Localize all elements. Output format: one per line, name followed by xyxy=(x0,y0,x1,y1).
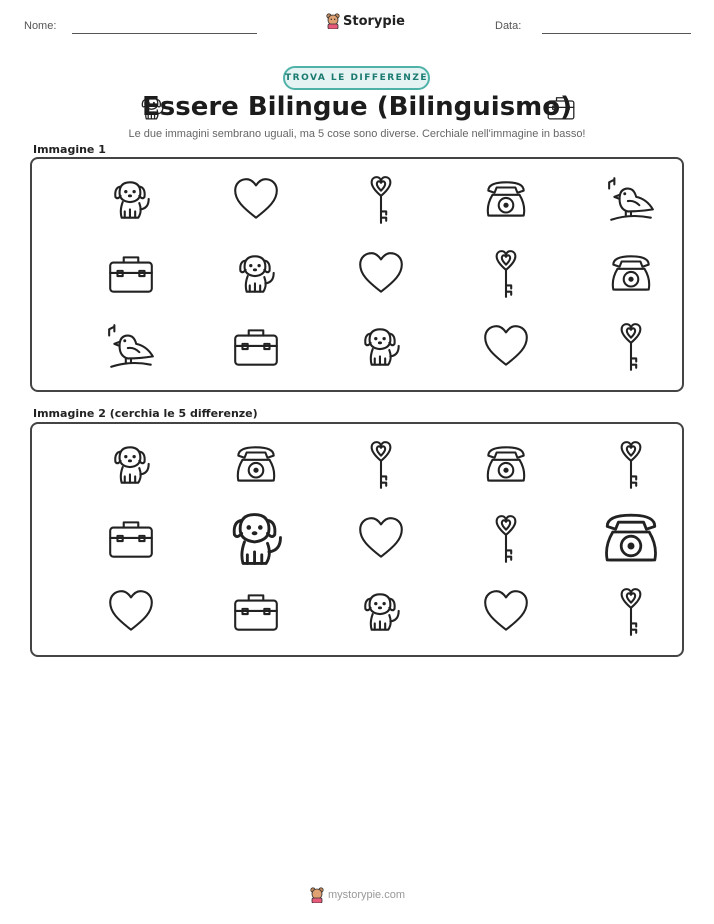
heart-icon xyxy=(230,174,282,226)
telephone-icon[interactable] xyxy=(230,439,282,491)
toolbox-icon xyxy=(105,248,157,300)
key-icon xyxy=(355,174,407,226)
dog-icon[interactable] xyxy=(355,586,407,638)
dog-icon[interactable] xyxy=(220,503,292,575)
heart-icon[interactable] xyxy=(480,586,532,638)
toolbox-icon[interactable] xyxy=(230,586,282,638)
telephone-icon[interactable] xyxy=(480,439,532,491)
footer xyxy=(310,887,405,903)
key-icon xyxy=(605,321,657,373)
image1-label: Immagine 1 xyxy=(33,143,106,156)
name-field[interactable] xyxy=(72,33,257,34)
date-label: Data: xyxy=(495,20,522,32)
brand-logo xyxy=(326,13,405,29)
dog-icon xyxy=(230,248,282,300)
heart-icon xyxy=(355,248,407,300)
footer-url: mystorypie.com xyxy=(328,889,406,901)
instructions: Le due immagini sembrano uguali, ma 5 cose sono diverse. Cerchiale nell'immagine in basso! xyxy=(128,128,586,140)
key-icon[interactable] xyxy=(355,439,407,491)
telephone-icon xyxy=(480,174,532,226)
key-icon xyxy=(480,248,532,300)
bear-icon xyxy=(310,887,324,903)
key-icon[interactable] xyxy=(480,513,532,565)
key-icon[interactable] xyxy=(605,439,657,491)
telephone-icon[interactable] xyxy=(596,504,666,574)
image1-panel xyxy=(30,157,684,392)
dog-icon xyxy=(355,321,407,373)
dog-icon xyxy=(105,174,157,226)
name-label: Nome: xyxy=(24,20,57,32)
brand-name: Storypie xyxy=(343,13,405,29)
bird-icon xyxy=(605,174,657,226)
title-toolbox-icon xyxy=(545,92,577,124)
heart-icon xyxy=(480,321,532,373)
toolbox-icon xyxy=(230,321,282,373)
heart-icon[interactable] xyxy=(105,586,157,638)
date-field[interactable] xyxy=(542,33,691,34)
bear-icon xyxy=(326,13,340,29)
page-title: Essere Bilingue (Bilinguismo) xyxy=(141,92,572,122)
image2-panel[interactable] xyxy=(30,422,684,657)
dog-icon[interactable] xyxy=(105,439,157,491)
bird-icon xyxy=(105,321,157,373)
heart-icon[interactable] xyxy=(355,513,407,565)
activity-badge: TROVA LE DIFFERENZE xyxy=(283,66,430,90)
key-icon[interactable] xyxy=(605,586,657,638)
toolbox-icon[interactable] xyxy=(105,513,157,565)
telephone-icon xyxy=(605,248,657,300)
image2-label: Immagine 2 (cerchia le 5 differenze) xyxy=(33,407,258,420)
